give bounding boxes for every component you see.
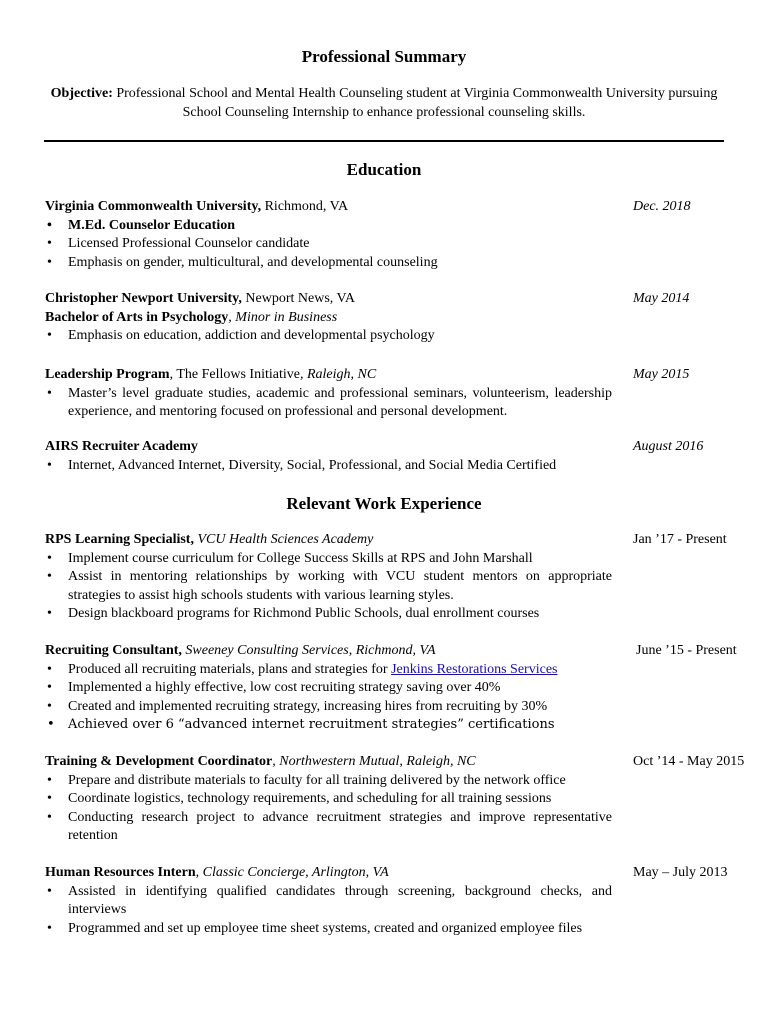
work-experience-heading: Relevant Work Experience [286, 494, 482, 513]
list-item: • Licensed Professional Counselor candidate [45, 235, 612, 254]
list-item [45, 661, 612, 680]
job-title: Recruiting Consultant, [45, 643, 182, 658]
school-location: Richmond, VA [261, 199, 349, 214]
job-org: Sweeney Consulting Services, Richmond, VA [181, 643, 436, 658]
education-entry-vcu [45, 198, 612, 272]
objective-label: Objective: [50, 86, 113, 101]
list-item: • Created and implemented recruiting strategy, increasing hires from recruiting by 30% [45, 698, 612, 717]
entry-date: June ’15 - Present [636, 643, 737, 658]
minor: , Minor in Business [228, 309, 338, 325]
education-entry-airs [45, 438, 612, 475]
job-title: Human Resources Intern [45, 865, 196, 880]
list-item: • Assisted in identifying qualified candidates through screening, background checks, and interviews [45, 883, 612, 920]
list-item: • Emphasis on education, addiction and developmental psychology [45, 327, 612, 346]
list-item: • Assist in mentoring relationships by working with VCU student mentors on appropriate strategies to assist high schools students with various learning styles. [45, 568, 612, 605]
entry-date: August 2016 [633, 439, 704, 454]
list-item: • M.Ed. Counselor Education [45, 217, 612, 236]
work-entry-recruiting [45, 642, 612, 735]
job-title: Training & Development Coordinator [45, 754, 273, 769]
list-item: • Coordinate logistics, technology requirements, and scheduling for all training sessions [45, 790, 612, 809]
school-name: Virginia Commonwealth University, [45, 199, 262, 214]
list-item: • Prepare and distribute materials to faculty for all training delivered by the network office [45, 772, 612, 791]
school-name: Christopher Newport University, [45, 291, 242, 306]
work-entry-training [45, 753, 612, 846]
job-title: RPS Learning Specialist, [45, 532, 194, 547]
education-heading: Education [346, 160, 422, 179]
list-item: • Conducting research project to advance recruitment strategies and improve representative retention [45, 809, 612, 846]
entry-date: May 2014 [633, 291, 690, 306]
entry-date: Oct ’14 - May 2015 [633, 754, 745, 769]
list-item: • Implement course curriculum for College Success Skills at RPS and John Marshall [45, 550, 612, 569]
list-item: • Design blackboard programs for Richmond Public Schools, dual enrollment courses [45, 605, 612, 624]
entry-date: Jan ’17 - Present [633, 532, 727, 547]
program-name: AIRS Recruiter Academy [45, 439, 198, 454]
list-item: • Implemented a highly effective, low cost recruiting strategy saving over 40% [45, 679, 612, 698]
education-entry-leadership [45, 366, 612, 422]
program-name: Leadership Program [45, 367, 170, 382]
objective-text: Professional School and Mental Health Counseling student at Virginia Commonwealth University pursuing School Counseling Internship to enhance professional counseling skills. [116, 86, 718, 120]
objective [40, 84, 728, 122]
program-location: Raleigh, NC [306, 367, 377, 382]
list-item: • Master’s level graduate studies, academic and professional seminars, volunteerism, leadership experience, and mentoring focused on professional and personal development. [45, 385, 612, 422]
entry-date: May 2015 [633, 367, 690, 382]
job-org: , Northwestern Mutual, Raleigh, NC [272, 754, 476, 769]
section-divider [44, 140, 724, 142]
entry-date: Dec. 2018 [633, 199, 691, 214]
education-entry-cnu [45, 290, 612, 346]
work-entry-rps [45, 531, 612, 624]
degree-name: Bachelor of Arts in Psychology [45, 309, 229, 325]
job-org: , Classic Concierge, Arlington, VA [195, 865, 389, 880]
list-item: • Programmed and set up employee time sheet systems, created and organized employee files [45, 920, 612, 939]
school-location: Newport News, VA [241, 291, 355, 306]
job-org: VCU Health Sciences Academy [193, 532, 374, 547]
bullet-text: Produced all recruiting materials, plans and strategies for [68, 661, 392, 677]
jenkins-restorations-link[interactable]: Jenkins Restorations Services [391, 661, 558, 677]
list-item: • Achieved over 6 “advanced internet recruitment strategies” certifications [45, 716, 612, 735]
professional-summary-heading: Professional Summary [301, 47, 467, 66]
entry-date: May – July 2013 [633, 865, 728, 880]
list-item: • Internet, Advanced Internet, Diversity, Social, Professional, and Social Media Certified [45, 457, 612, 476]
list-item: • Emphasis on gender, multicultural, and developmental counseling [45, 254, 612, 273]
program-org: , The Fellows Initiative, [169, 367, 307, 382]
work-entry-hr-intern [45, 864, 612, 938]
